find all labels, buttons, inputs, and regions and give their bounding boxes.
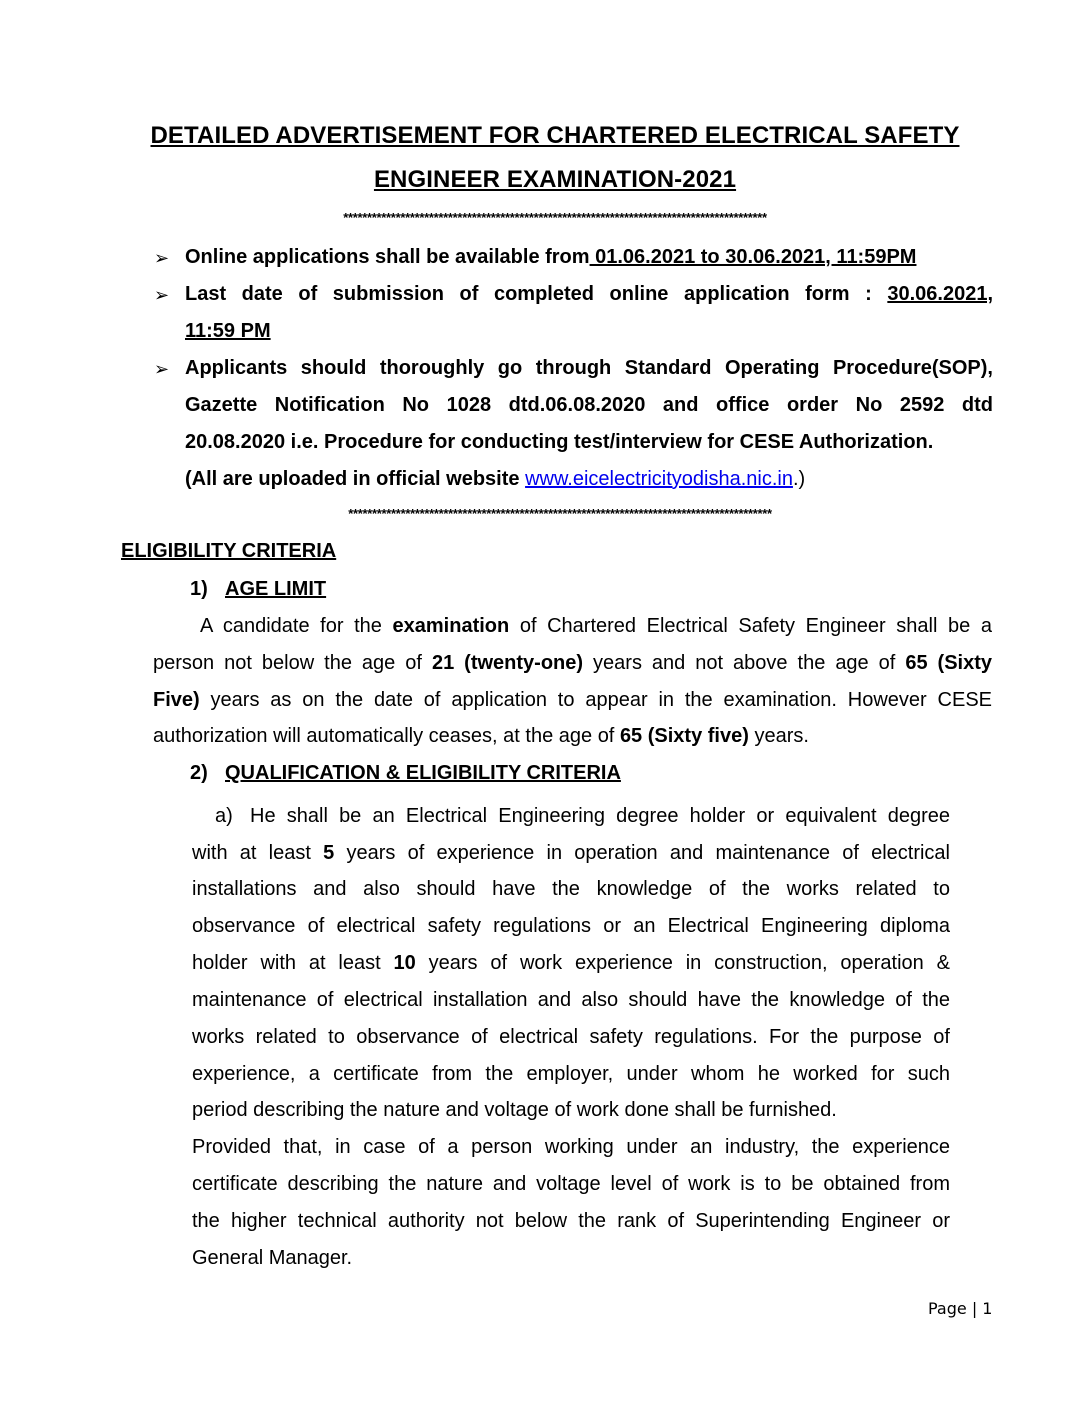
eligibility-heading: ELIGIBILITY CRITERIA [121, 540, 337, 562]
qualification-line-8: experience, a certificate from the employer, under whom he worked for such [192, 1063, 950, 1085]
text: authorization will automatically ceases, at the age of [153, 725, 620, 747]
text-bold: 65 (Sixty five) [619, 725, 749, 747]
uploaded-text: (All are uploaded in official website [185, 468, 526, 490]
bullet-sop-line-4 [185, 468, 993, 491]
text: A candidate for the [200, 615, 393, 637]
text: of Chartered Electrical Safety Engineer shall be a [509, 615, 993, 637]
document-title-line-1: DETAILED ADVERTISEMENT FOR CHARTERED ELECTRICAL SAFETY [150, 122, 960, 149]
bullet-sop-line-1: Applicants should thoroughly go through Standard Operating Procedure(SOP), [185, 357, 993, 379]
bullet-sop-line-2: Gazette Notification No 1028 dtd.06.08.2020 and office order No 2592 dtd [185, 394, 993, 416]
bullet-text: Online applications shall be available from [185, 246, 590, 268]
text: holder with at least [192, 952, 394, 974]
qualification-line-13: General Manager. [192, 1247, 353, 1269]
last-date: 30.06.2021, [887, 283, 993, 305]
text-bold: Five) [153, 689, 200, 711]
text: years of work experience in construction, operation & [415, 952, 950, 974]
age-paragraph-line-4 [153, 725, 809, 748]
qualification-line-1: He shall be an Electrical Engineering degree holder or equivalent degree [250, 805, 950, 827]
qualification-line-7: works related to observance of electrical safety regulations. For the purpose of [192, 1026, 950, 1048]
text-bold: 10 [393, 952, 416, 974]
text-bold: examination [392, 615, 510, 637]
text: years. [748, 725, 809, 747]
qualification-line-10: Provided that, in case of a person working under an industry, the experience [192, 1136, 950, 1158]
qualification-line-12: the higher technical authority not below the rank of Superintending Engineer or [192, 1210, 950, 1232]
text-bold: 5 [323, 842, 335, 864]
qualification-line-4: observance of electrical safety regulations or an Electrical Engineering diploma [192, 915, 950, 937]
website-link[interactable]: www.eicelectricityodisha.nic.in [525, 468, 793, 490]
text: years as on the date of application to appear in the examination. However CESE [199, 689, 992, 711]
age-paragraph-line-3 [153, 689, 992, 712]
star-separator-top: ***************************************************************************************** [343, 210, 767, 225]
qualification-a-label: a) [215, 805, 233, 827]
qualification-line-3: installations and also should have the knowledge of the works related to [192, 878, 950, 900]
qualification-line-5 [192, 952, 950, 975]
qualification-number: 2) [190, 762, 208, 784]
bullet-arrow-icon: ➢ [154, 359, 170, 379]
text: years of experience in operation and maintenance of electrical [334, 842, 950, 864]
text: with at least [192, 842, 324, 864]
qualification-heading: QUALIFICATION & ELIGIBILITY CRITERIA [225, 762, 621, 784]
qualification-line-2 [192, 842, 950, 865]
bullet-last-date [185, 283, 993, 306]
age-paragraph-line-2 [153, 652, 992, 675]
star-separator-bottom: ***************************************************************************************** [348, 506, 772, 521]
text: person not below the age of [153, 652, 432, 674]
qualification-line-9: period describing the nature and voltage of work done shall be furnished. [192, 1099, 837, 1121]
page-number-footer: Page | 1 [928, 1299, 993, 1318]
bullet-last-date-cont [185, 320, 993, 343]
qualification-line-11: certificate describing the nature and voltage level of work is to be obtained from [192, 1173, 950, 1195]
bullet-sop-line-3: 20.08.2020 i.e. Procedure for conducting test/interview for CESE Authorization. [185, 431, 934, 453]
text-bold: 65 (Sixty [905, 652, 993, 674]
bullet-text: Last date of submission of completed online application form : [185, 283, 888, 305]
closing-paren: .) [792, 468, 806, 490]
age-limit-heading: AGE LIMIT [225, 578, 327, 600]
bullet-online-applications [185, 246, 993, 269]
bullet-arrow-icon: ➢ [154, 285, 170, 305]
document-title-line-2: ENGINEER EXAMINATION-2021 [373, 166, 737, 193]
text-bold: 21 (twenty-one) [431, 652, 584, 674]
age-paragraph-line-1 [200, 615, 992, 638]
application-dates: 01.06.2021 to 30.06.2021, 11:59PM [589, 246, 917, 268]
text: years and not above the age of [583, 652, 906, 674]
qualification-line-6: maintenance of electrical installation and also should have the knowledge of the [192, 989, 950, 1011]
age-limit-number: 1) [190, 578, 208, 600]
last-time: 11:59 PM [185, 320, 271, 342]
bullet-arrow-icon: ➢ [154, 248, 170, 268]
